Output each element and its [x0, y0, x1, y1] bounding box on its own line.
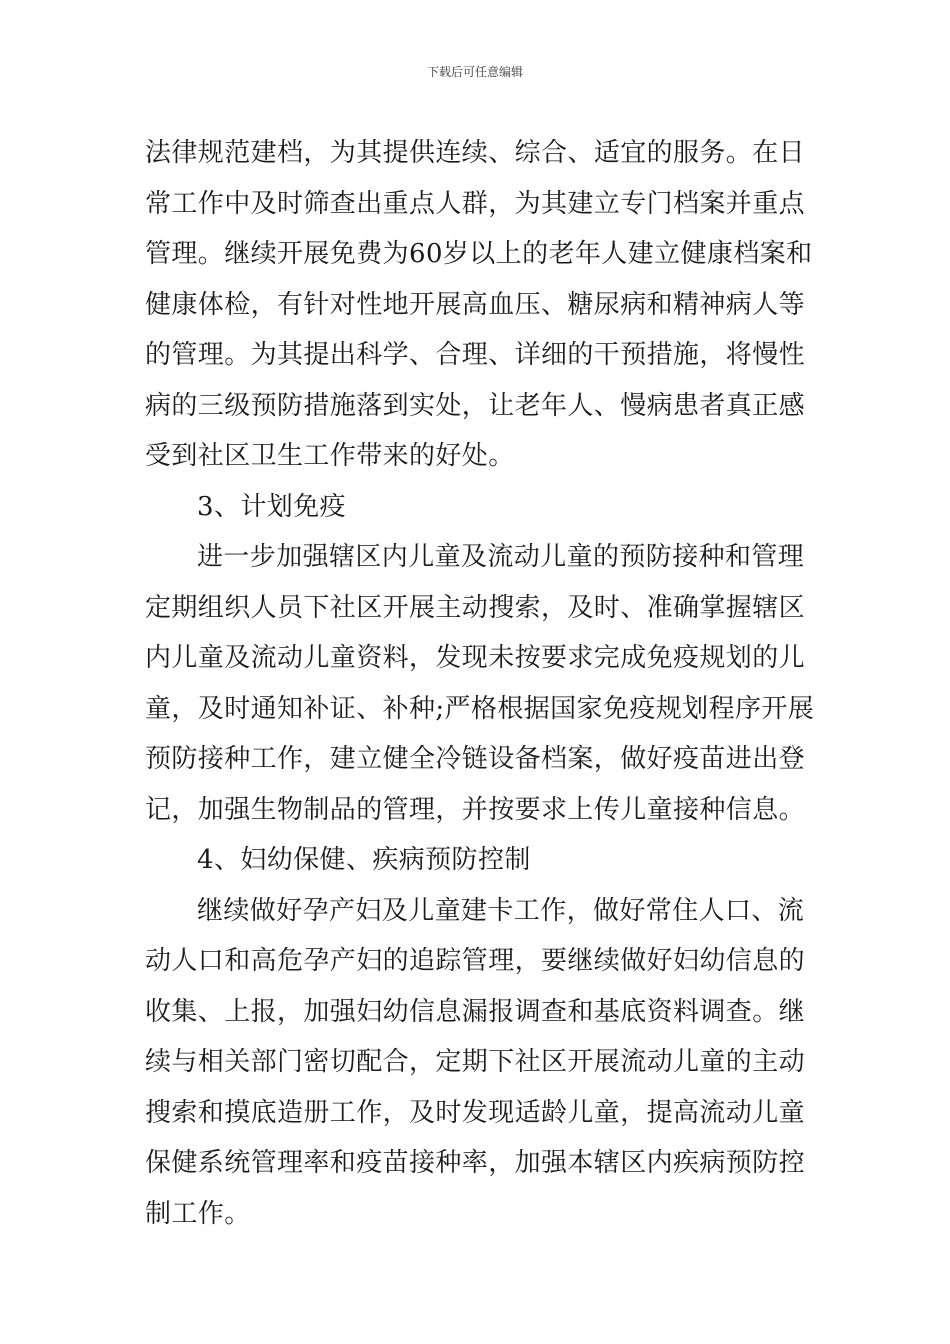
paragraph-line: 进一步加强辖区内儿童及流动儿童的预防接种和管理	[197, 542, 805, 572]
paragraph-line: 继续做好孕产妇及儿童建卡工作，做好常住人口、流	[197, 895, 805, 926]
paragraph-line: 内儿童及流动儿童资料，发现未按要求完成免疫规划的儿	[145, 643, 806, 673]
section-heading-immunization: 3、计划免疫	[197, 491, 346, 522]
paragraph-line: 受到社区卫生工作带来的好处。	[145, 441, 515, 471]
page-header: 下载后可任意编辑	[426, 65, 523, 79]
paragraph-line: 保健系统管理率和疫苗接种率，加强本辖区内疾病预防控	[145, 1148, 806, 1178]
paragraph-elderly-care	[145, 128, 813, 482]
paragraph-line: 预防接种工作，建立健全冷链设备档案，做好疫苗进出登	[145, 744, 806, 774]
paragraph-immunization	[145, 532, 815, 835]
paragraph-line: 的管理。为其提出科学、合理、详细的干预措施，将慢性	[145, 340, 806, 370]
paragraph-line: 管理。继续开展免费为60岁以上的老年人建立健康档案和	[145, 239, 813, 269]
paragraph-line: 定期组织人员下社区开展主动搜索，及时、准确掌握辖区	[145, 592, 806, 623]
paragraph-line: 法律规范建档，为其提供连续、综合、适宜的服务。在日	[145, 138, 806, 168]
paragraph-line: 制工作。	[145, 1198, 251, 1229]
paragraph-line: 动人口和高危孕产妇的追踪管理，要继续做好妇幼信息的	[145, 946, 806, 976]
paragraph-maternal-child	[145, 886, 810, 1240]
paragraph-line: 记，加强生物制品的管理，并按要求上传儿童接种信息。	[145, 794, 806, 825]
paragraph-line: 病的三级预防措施落到实处，让老年人、慢病患者真正感	[145, 390, 806, 421]
paragraph-line: 健康体检，有针对性地开展高血压、糖尿病和精神病人等	[145, 289, 806, 320]
paragraph-line: 续与相关部门密切配合，定期下社区开展流动儿童的主动	[145, 1047, 806, 1077]
section-heading-maternal-child: 4、妇幼保健、疾病预防控制	[197, 845, 531, 875]
paragraph-line: 收集、上报，加强妇幼信息漏报调查和基底资料调查。继	[145, 996, 806, 1027]
document-body	[145, 128, 815, 1239]
paragraph-line: 搜索和摸底造册工作，及时发现适龄儿童，提高流动儿童	[145, 1097, 806, 1128]
paragraph-line: 童，及时通知补证、补种;严格根据国家免疫规划程序开展	[145, 693, 815, 724]
paragraph-line: 常工作中及时筛查出重点人群，为其建立专门档案并重点	[145, 188, 806, 219]
